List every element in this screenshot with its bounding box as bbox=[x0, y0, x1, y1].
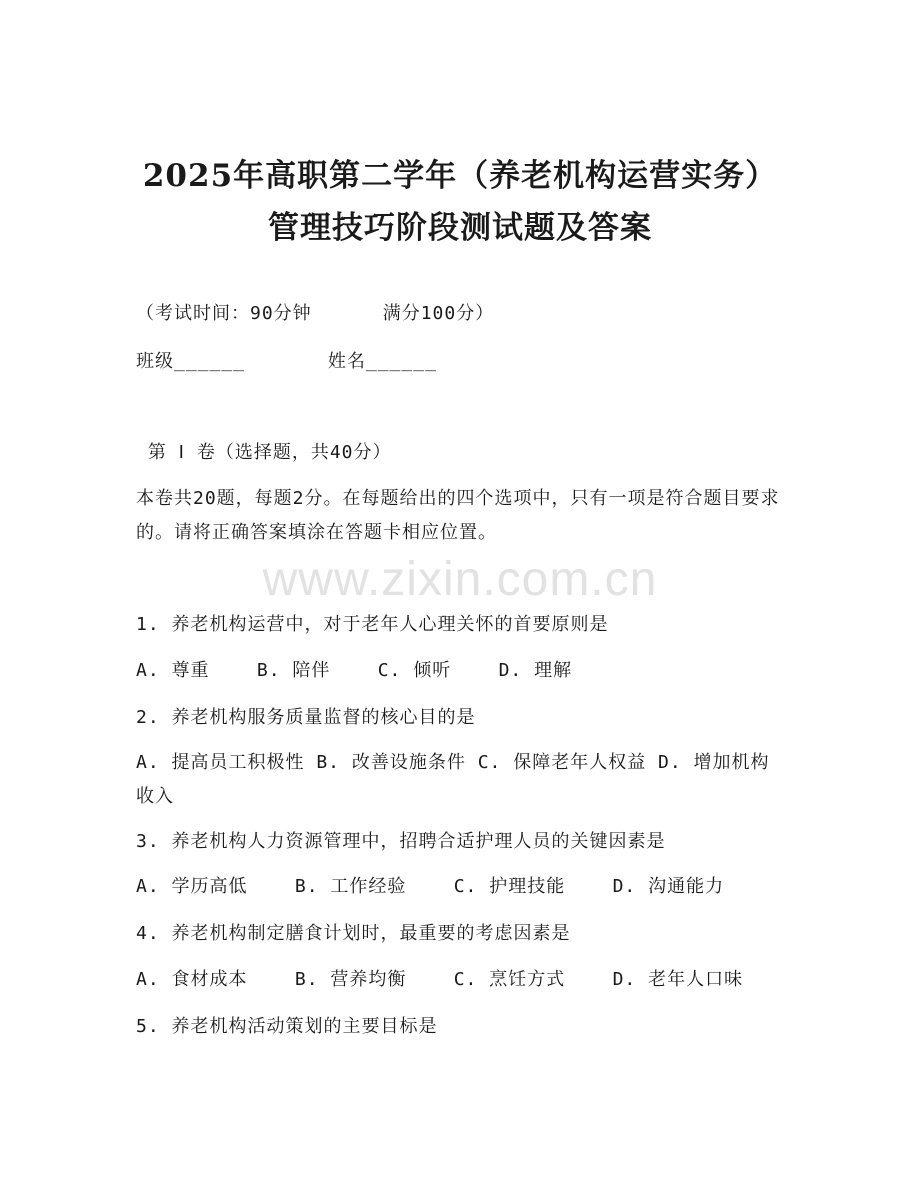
question-options: A. 提高员工积极性 B. 改善设施条件 C. 保障老年人权益 D. 增加机构收入 bbox=[136, 752, 770, 807]
watermark: www.zixin.com.cn bbox=[262, 553, 658, 606]
question-options: A. 食材成本 B. 营养均衡 C. 烹饪方式 D. 老年人口味 bbox=[136, 969, 744, 990]
question-options: A. 学历高低 B. 工作经验 C. 护理技能 D. 沟通能力 bbox=[136, 876, 725, 897]
instructions: 本卷共20题，每题2分。在每题给出的四个选项中，只有一项是符合题目要求的。请将正确答案填涂在答题卡相应位置。 bbox=[136, 488, 780, 543]
question-stem: 2. 养老机构服务质量监督的核心目的是 bbox=[136, 707, 476, 728]
question-stem: 3. 养老机构人力资源管理中，招聘合适护理人员的关键因素是 bbox=[136, 831, 666, 852]
section-title: 第 Ⅰ 卷（选择题，共40分） bbox=[136, 442, 392, 463]
question-stem: 5. 养老机构活动策划的主要目标是 bbox=[136, 1016, 438, 1037]
question-stem: 1. 养老机构运营中，对于老年人心理关怀的首要原则是 bbox=[136, 614, 609, 635]
question-stem: 4. 养老机构制定膳食计划时，最重要的考虑因素是 bbox=[136, 923, 571, 944]
question-options: A. 尊重 B. 陪伴 C. 倾听 D. 理解 bbox=[136, 660, 573, 681]
class-name-line: 班级______ 姓名______ bbox=[136, 351, 437, 372]
document-title-line-2: 管理技巧阶段测试题及答案 bbox=[268, 210, 652, 246]
exam-info: （考试时间：90分钟 满分100分） bbox=[136, 303, 495, 324]
document-title-line-1: 2025年高职第二学年（养老机构运营实务） bbox=[142, 158, 778, 194]
